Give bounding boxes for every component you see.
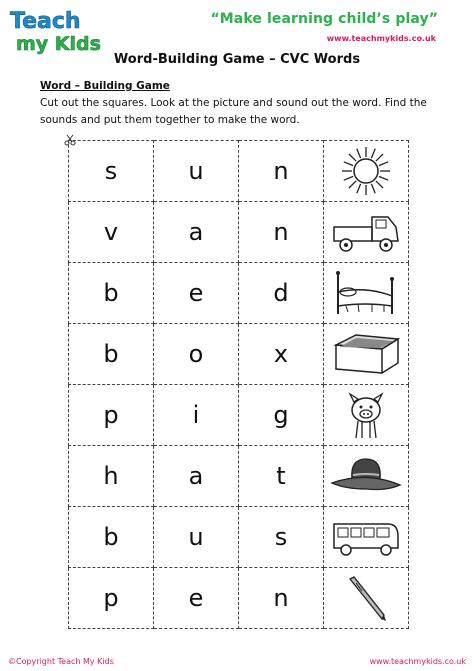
letter-card xyxy=(239,568,324,629)
letter-sound: b xyxy=(103,523,119,551)
card-row xyxy=(69,507,409,568)
letter-sound: e xyxy=(188,279,204,307)
picture-card xyxy=(324,385,409,446)
letter-card xyxy=(239,263,324,324)
card-row xyxy=(69,568,409,629)
letter-sound: s xyxy=(274,523,288,551)
card-row xyxy=(69,202,409,263)
bed-icon xyxy=(324,266,408,320)
sun-icon xyxy=(324,144,408,198)
logo-text-kids: my Kids xyxy=(16,33,101,55)
card-row xyxy=(69,324,409,385)
pen-icon xyxy=(324,571,408,625)
letter-card xyxy=(239,141,324,202)
letter-card xyxy=(239,446,324,507)
letter-sound: b xyxy=(103,340,119,368)
letter-card xyxy=(69,263,154,324)
letter-sound: s xyxy=(104,157,118,185)
letter-card xyxy=(239,385,324,446)
letter-sound: n xyxy=(273,157,289,185)
picture-card xyxy=(324,202,409,263)
letter-card xyxy=(239,507,324,568)
letter-sound: b xyxy=(103,279,119,307)
letter-card xyxy=(69,202,154,263)
card-row xyxy=(69,141,409,202)
letter-sound: a xyxy=(188,218,204,246)
letter-sound: p xyxy=(103,401,119,429)
card-row xyxy=(69,385,409,446)
letter-card xyxy=(69,385,154,446)
letter-card xyxy=(154,324,239,385)
letter-card xyxy=(239,202,324,263)
letter-sound: x xyxy=(273,340,289,368)
letter-card xyxy=(154,141,239,202)
letter-card xyxy=(69,568,154,629)
letter-sound: n xyxy=(273,218,289,246)
teach-my-kids-logo xyxy=(8,6,108,58)
site-url-top: www.teachmykids.co.uk xyxy=(326,34,436,43)
letter-card xyxy=(69,324,154,385)
letter-card xyxy=(239,324,324,385)
footer-url: www.teachmykids.co.uk xyxy=(369,657,466,666)
box-icon xyxy=(324,327,408,381)
logo-text-teach: Teach xyxy=(10,9,81,34)
letter-card xyxy=(154,202,239,263)
hat-icon xyxy=(324,449,408,503)
letter-card xyxy=(69,446,154,507)
letter-card xyxy=(154,507,239,568)
letter-sound: v xyxy=(103,218,119,246)
picture-card xyxy=(324,263,409,324)
letter-sound: i xyxy=(192,401,200,429)
card-table xyxy=(68,140,409,629)
footer-copyright: ©Copyright Teach My Kids xyxy=(8,657,114,666)
bus-icon xyxy=(324,510,408,564)
letter-sound: e xyxy=(188,584,204,612)
letter-sound: a xyxy=(188,462,204,490)
letter-card xyxy=(154,263,239,324)
card-row xyxy=(69,446,409,507)
instructions: Cut out the squares. Look at the picture and sound out the word. Find the sounds and put them together to make the word. xyxy=(40,97,427,126)
letter-sound: h xyxy=(103,462,119,490)
letter-card xyxy=(154,385,239,446)
letter-sound: o xyxy=(188,340,204,368)
letter-card xyxy=(69,507,154,568)
letter-sound: p xyxy=(103,584,119,612)
picture-card xyxy=(324,324,409,385)
section-subtitle: Word – Building Game xyxy=(40,80,170,92)
letter-card xyxy=(69,141,154,202)
letter-sound: t xyxy=(276,462,286,490)
truck-icon xyxy=(324,205,408,259)
picture-card xyxy=(324,446,409,507)
word-card-grid xyxy=(68,140,409,627)
letter-sound: g xyxy=(273,401,289,429)
pig-icon xyxy=(324,388,408,442)
page-title: Word-Building Game – CVC Words xyxy=(113,52,361,67)
letter-sound: d xyxy=(273,279,289,307)
picture-card xyxy=(324,507,409,568)
letter-card xyxy=(154,568,239,629)
picture-card xyxy=(324,141,409,202)
letter-sound: n xyxy=(273,584,289,612)
picture-card xyxy=(324,568,409,629)
letter-sound: u xyxy=(188,157,204,185)
letter-sound: u xyxy=(188,523,204,551)
card-row xyxy=(69,263,409,324)
letter-card xyxy=(154,446,239,507)
tagline: “Make learning child’s play” xyxy=(210,11,438,27)
